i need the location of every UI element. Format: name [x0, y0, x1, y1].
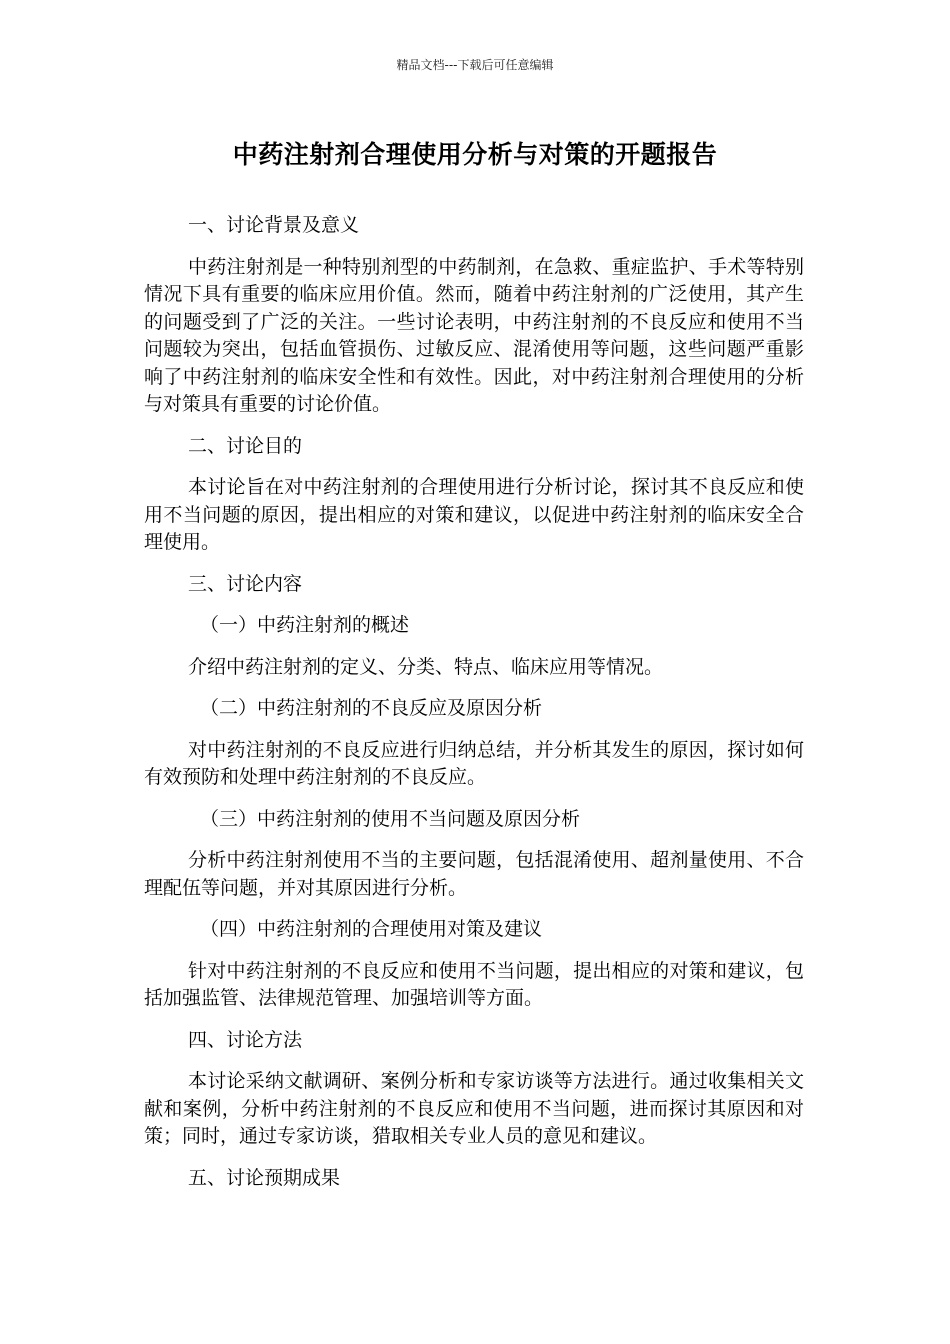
section-heading-methods: 四、讨论方法 — [188, 1028, 303, 1051]
section-heading-content: 三、讨论内容 — [188, 572, 303, 595]
document-title: 中药注射剂合理使用分析与对策的开题报告 — [232, 140, 718, 169]
paragraph-adverse-reactions: 对中药注射剂的不良反应进行归纳总结，并分析其发生的原因，探讨如何有效预防和处理中药注射剂的不良反应。 — [144, 738, 804, 788]
paragraph-purpose: 本讨论旨在对中药注射剂的合理使用进行分析讨论，探讨其不良反应和使用不当问题的原因，提出相应的对策和建议，以促进中药注射剂的临床安全合理使用。 — [144, 476, 804, 553]
subheading-overview: （一）中药注射剂的概述 — [200, 614, 410, 636]
subheading-adverse-reactions: （二）中药注射剂的不良反应及原因分析 — [200, 697, 543, 719]
paragraph-overview: 介绍中药注射剂的定义、分类、特点、临床应用等情况。 — [188, 655, 664, 678]
subheading-countermeasures: （四）中药注射剂的合理使用对策及建议 — [200, 918, 543, 940]
section-heading-expected-results: 五、讨论预期成果 — [188, 1166, 341, 1189]
paragraph-methods: 本讨论采纳文献调研、案例分析和专家访谈等方法进行。通过收集相关文献和案例，分析中药注射剂的不良反应和使用不当问题，进而探讨其原因和对策；同时，通过专家访谈，猎取相关专业人员的意见和建议。 — [144, 1070, 804, 1147]
paragraph-background: 中药注射剂是一种特别剂型的中药制剂，在急救、重症监护、手术等特别情况下具有重要的临床应用价值。然而，随着中药注射剂的广泛使用，其产生的问题受到了广泛的关注。一些讨论表明，中药注射剂的不良反应和使用不当问题较为突出，包括血管损伤、过敏反应、混淆使用等问题，这些问题严重影响了中药注射剂的临床安全性和有效性。因此，对中药注射剂合理使用的分析与对策具有重要的讨论价值。 — [144, 255, 804, 415]
section-heading-purpose: 二、讨论目的 — [188, 434, 303, 457]
header-note: 精品文档---下载后可任意编辑 — [396, 58, 554, 72]
section-heading-background: 一、讨论背景及意义 — [188, 214, 360, 236]
paragraph-countermeasures: 针对中药注射剂的不良反应和使用不当问题，提出相应的对策和建议，包括加强监管、法律规范管理、加强培训等方面。 — [144, 959, 804, 1009]
document-body — [144, 212, 804, 1206]
paragraph-improper-use: 分析中药注射剂使用不当的主要问题，包括混淆使用、超剂量使用、不合理配伍等问题，并对其原因进行分析。 — [144, 849, 804, 899]
subheading-improper-use: （三）中药注射剂的使用不当问题及原因分析 — [200, 807, 581, 830]
